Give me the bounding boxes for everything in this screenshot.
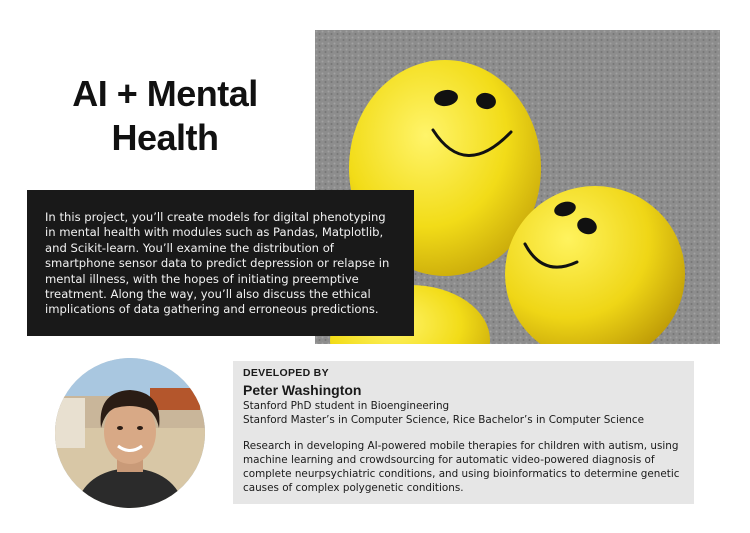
developer-credential-2: Stanford Master’s in Computer Science, Rice Bachelor’s in Computer Science bbox=[243, 414, 644, 426]
developer-info-box bbox=[233, 361, 694, 504]
developed-by-label: DEVELOPED BY bbox=[243, 367, 329, 379]
developer-credential-1: Stanford PhD student in Bioengineering bbox=[243, 400, 450, 412]
title-line-1: AI + Mental bbox=[72, 73, 258, 114]
developer-bio: Research in developing AI-powered mobile therapies for children with autism, using machine learning and crowdsourcing for automatic video-powered diagnosis of complete neurpsychiatric conditions, and using bioinformatics to determine genetic causes of complex polygenetic conditions. bbox=[243, 440, 680, 494]
developer-avatar bbox=[55, 358, 205, 508]
developer-name: Peter Washington bbox=[243, 382, 362, 398]
page-title bbox=[40, 72, 290, 160]
project-description: In this project, you’ll create models for digital phenotyping in mental health with modules such as Pandas, Matplotlib, and Scikit-learn. You’ll examine the distribution of smartphone sensor data to predict depression or relapse in mental illness, with the hopes of initiating preemptive treatment. Along the way, you’ll also discuss the ethical implications of data gathering and erroneous predictions. bbox=[45, 210, 390, 317]
project-description-box bbox=[27, 190, 414, 336]
title-line-2: Health bbox=[111, 117, 219, 158]
